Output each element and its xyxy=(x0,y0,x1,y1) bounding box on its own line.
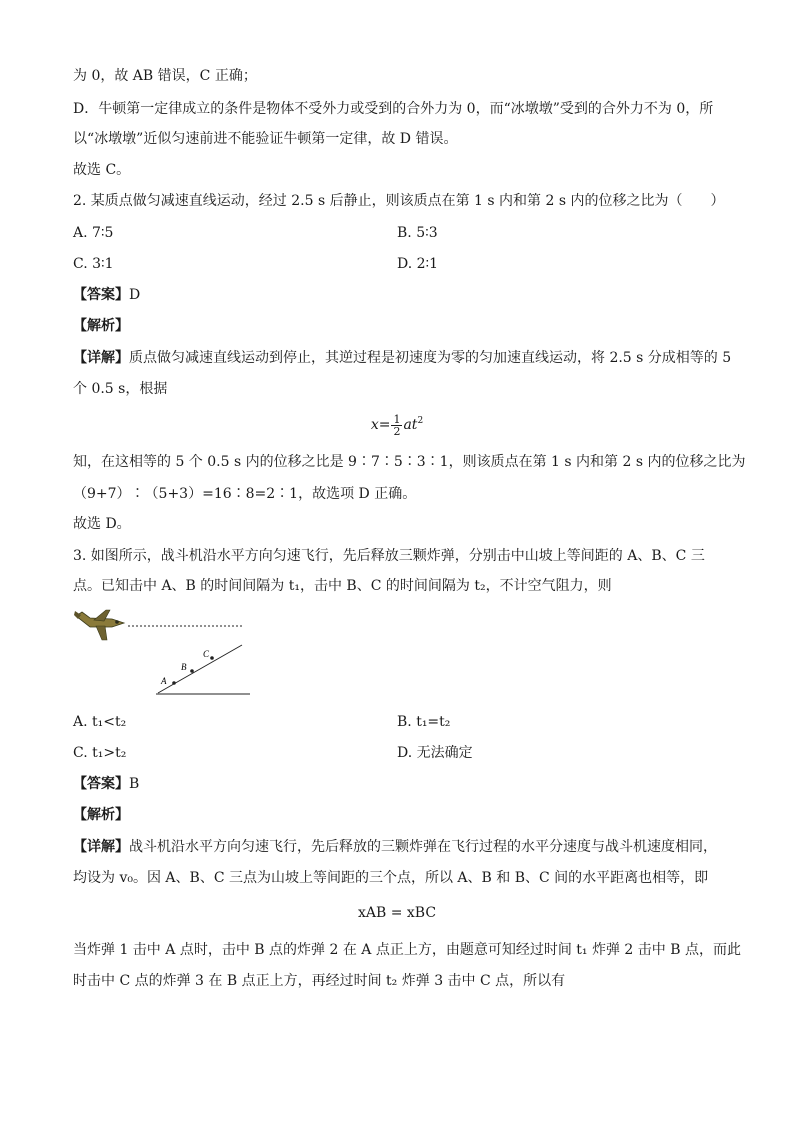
detail-text: 质点做匀减速直线运动到停止，其逆过程是初速度为零的匀加速直线运动，将 2.5 s 分成相等的 5 xyxy=(129,350,732,366)
q3-stem-line-2: 点。已知击中 A、B 的时间间隔为 t₁，击中 B、C 的时间间隔为 t₂，不计空气阻力，则 xyxy=(73,578,612,594)
q3-stem-line-1: 3. 如图所示，战斗机沿水平方向匀速飞行，先后释放三颗炸弹，分别击中山坡上等间距的 A、B、C 三 xyxy=(73,548,705,564)
q2-detail-line-1 xyxy=(73,348,731,368)
q3-option-b: B. t₁=t₂ xyxy=(397,714,451,730)
q3-analysis-tag: 【解析】 xyxy=(73,807,129,823)
formula-exponent: 2 xyxy=(417,416,424,426)
detail-text: 战斗机沿水平方向匀速飞行，先后释放的三颗炸弹在飞行过程的水平分速度与战斗机速度相同， xyxy=(129,839,717,855)
q2-stem: 2. 某质点做匀减速直线运动，经过 2.5 s 后静止，则该质点在第 1 s 内和第 2 s 内的位移之比为（ ） xyxy=(73,193,725,209)
q2-option-a: A. 7∶5 xyxy=(73,225,114,241)
answer-tag: 【答案】 xyxy=(73,776,129,792)
bomber-slope-figure xyxy=(72,606,262,700)
q3-detail-line-4: 时击中 C 点的炸弹 3 在 B 点正上方，再经过时间 t₂ 炸弹 3 击中 C 点，所以有 xyxy=(73,973,566,989)
q3-option-c: C. t₁>t₂ xyxy=(73,745,127,761)
q1-conclusion: 故选 C。 xyxy=(73,162,131,178)
q3-option-d: D. 无法确定 xyxy=(397,745,473,761)
q1-text-line-2: D．牛顿第一定律成立的条件是物体不受外力或受到的合外力为 0，而“冰墩墩”受到的合外力不为 0，所 xyxy=(73,101,714,117)
detail-tag: 【详解】 xyxy=(73,839,129,855)
answer-value: D xyxy=(129,287,141,303)
q2-option-d: D. 2∶1 xyxy=(397,256,439,272)
q2-detail-line-3: 知，在这相等的 5 个 0.5 s 内的位移之比是 9∶7∶5∶3∶1，则该质点在第 1 s 内和第 2 s 内的位移之比为 xyxy=(73,454,746,470)
q3-option-a: A. t₁<t₂ xyxy=(73,714,127,730)
q1-text-line-1: 为 0，故 AB 错误，C 正确； xyxy=(73,68,257,84)
q2-analysis-tag: 【解析】 xyxy=(73,318,129,334)
q2-option-b: B. 5∶3 xyxy=(397,225,438,241)
answer-value: B xyxy=(129,776,140,792)
label-c: C xyxy=(203,649,210,659)
formula-fraction xyxy=(391,414,402,437)
q2-detail-line-4: （9+7）∶（5+3）=16∶8=2∶1，故选项 D 正确。 xyxy=(73,486,417,502)
q2-answer xyxy=(73,285,140,305)
q2-option-c: C. 3∶1 xyxy=(73,256,114,272)
answer-tag: 【答案】 xyxy=(73,287,129,303)
label-a: A xyxy=(161,676,167,686)
formula-rhs: at xyxy=(403,417,418,433)
q3-detail-line-2: 均设为 v₀。因 A、B、C 三点为山坡上等间距的三个点，所以 A、B 和 B、C 间的水平距离也相等，即 xyxy=(73,870,709,886)
q3-answer xyxy=(73,774,139,794)
fraction-numerator: 1 xyxy=(393,412,401,426)
q2-formula xyxy=(0,412,794,438)
q2-detail-line-2: 个 0.5 s，根据 xyxy=(73,381,168,397)
point-a xyxy=(172,681,176,685)
q3-detail-line-1 xyxy=(73,837,717,857)
formula-lhs: x= xyxy=(370,417,391,433)
slope-line xyxy=(158,645,242,693)
point-c xyxy=(210,656,214,660)
q3-formula: xAB = xBC xyxy=(357,905,437,921)
plane-icon xyxy=(74,610,124,640)
q2-conclusion: 故选 D。 xyxy=(73,516,131,532)
q1-text-line-3: 以“冰墩墩”近似匀速前进不能验证牛顿第一定律，故 D 错误。 xyxy=(73,131,458,147)
label-b: B xyxy=(181,662,187,672)
fraction-denominator: 2 xyxy=(393,424,401,438)
point-b xyxy=(190,669,194,673)
detail-tag: 【详解】 xyxy=(73,350,129,366)
q3-detail-line-3: 当炸弹 1 击中 A 点时，击中 B 点的炸弹 2 在 A 点正上方，由题意可知经过时间 t₁ 炸弹 2 击中 B 点，而此 xyxy=(73,942,741,958)
